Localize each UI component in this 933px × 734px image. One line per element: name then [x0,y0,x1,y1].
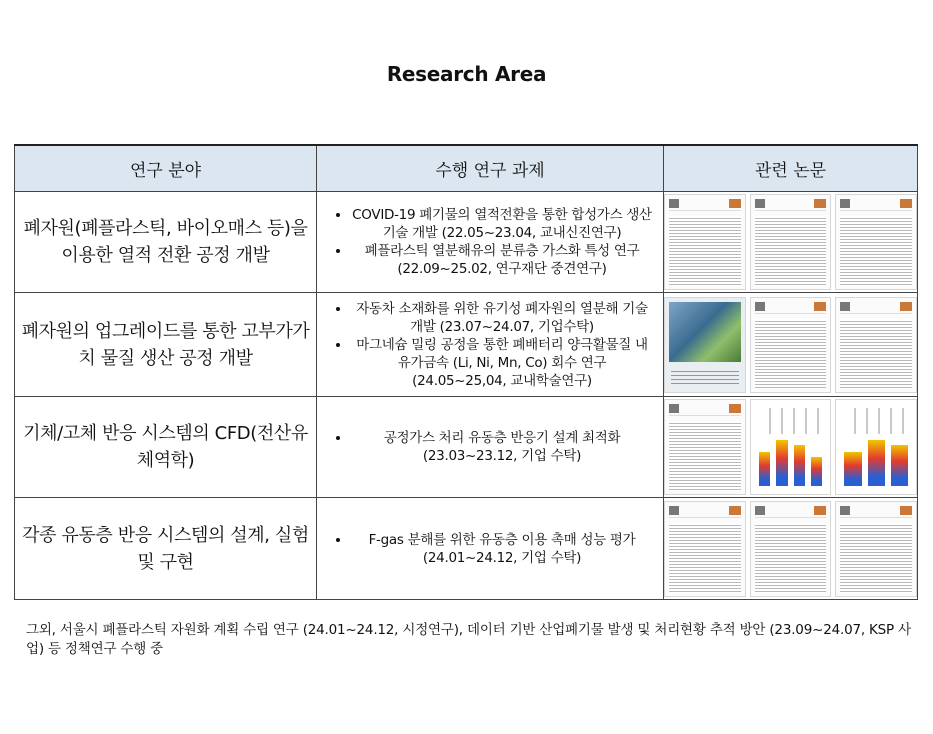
paper-thumbnail[interactable] [664,194,746,290]
related-papers [664,192,918,293]
research-area: 폐자원(폐플라스틱, 바이오매스 등)을 이용한 열적 전환 공정 개발 [15,192,317,293]
task-item: • COVID-19 폐기물의 열적전환을 통한 합성가스 생산 기술 개발 (22.05~23.04, 교내신진연구) [351,206,653,242]
related-papers [664,498,918,600]
page-title: Research Area [386,62,547,86]
paper-thumbnail[interactable] [835,297,917,393]
research-tasks [317,397,664,498]
related-papers [664,293,918,397]
header-research-field: 연구 분야 [15,145,317,192]
task-item: • F-gas 분해를 위한 유동층 이용 촉매 성능 평가 (24.01~24.12, 기업 수탁) [351,531,653,567]
paper-thumbnail[interactable] [750,194,832,290]
research-table [14,144,918,600]
related-papers [664,397,918,498]
research-area: 기체/고체 반응 시스템의 CFD(전산유체역학) [15,397,317,498]
research-area: 폐자원의 업그레이드를 통한 고부가가치 물질 생산 공정 개발 [15,293,317,397]
table-header-row [15,145,918,192]
paper-thumbnail[interactable] [664,399,746,495]
research-tasks [317,293,664,397]
paper-thumbnail[interactable] [750,297,832,393]
research-area: 각종 유동층 반응 시스템의 설계, 실험 및 구현 [15,498,317,600]
table-row [15,293,918,397]
research-tasks [317,498,664,600]
paper-thumbnail[interactable] [835,194,917,290]
header-research-projects: 수행 연구 과제 [317,145,664,192]
paper-figure-thumbnail[interactable] [835,399,917,495]
paper-thumbnail[interactable] [835,501,917,597]
header-related-papers: 관련 논문 [664,145,918,192]
paper-figure-thumbnail[interactable] [750,399,832,495]
paper-thumbnail[interactable] [750,501,832,597]
task-item: • 폐플라스틱 열분해유의 분류층 가스화 특성 연구 (22.09~25.02, 연구재단 중견연구) [351,242,653,278]
journal-cover-image[interactable] [664,297,746,393]
task-item: • 마그네슘 밀링 공정을 통한 폐배터리 양극활물질 내 유가금속 (Li, Ni, Mn, Co) 회수 연구 (24.05~25,04, 교내학술연구) [351,336,653,390]
table-row [15,192,918,293]
paper-thumbnail[interactable] [664,501,746,597]
task-item: • 공정가스 처리 유동층 반응기 설계 최적화 (23.03~23.12, 기업 수탁) [351,429,653,465]
task-item: • 자동차 소재화를 위한 유기성 폐자원의 열분해 기술 개발 (23.07~24.07, 기업수탁) [351,300,653,336]
table-row [15,498,918,600]
table-row [15,397,918,498]
footnote-text: 그외, 서울시 폐플라스틱 자원화 계획 수립 연구 (24.01~24.12, 시정연구), 데이터 기반 산업폐기물 발생 및 처리현황 추적 방안 (23.09~24.07, KSP 사업) 등 정책연구 수행 중 [26,622,911,657]
research-tasks [317,192,664,293]
